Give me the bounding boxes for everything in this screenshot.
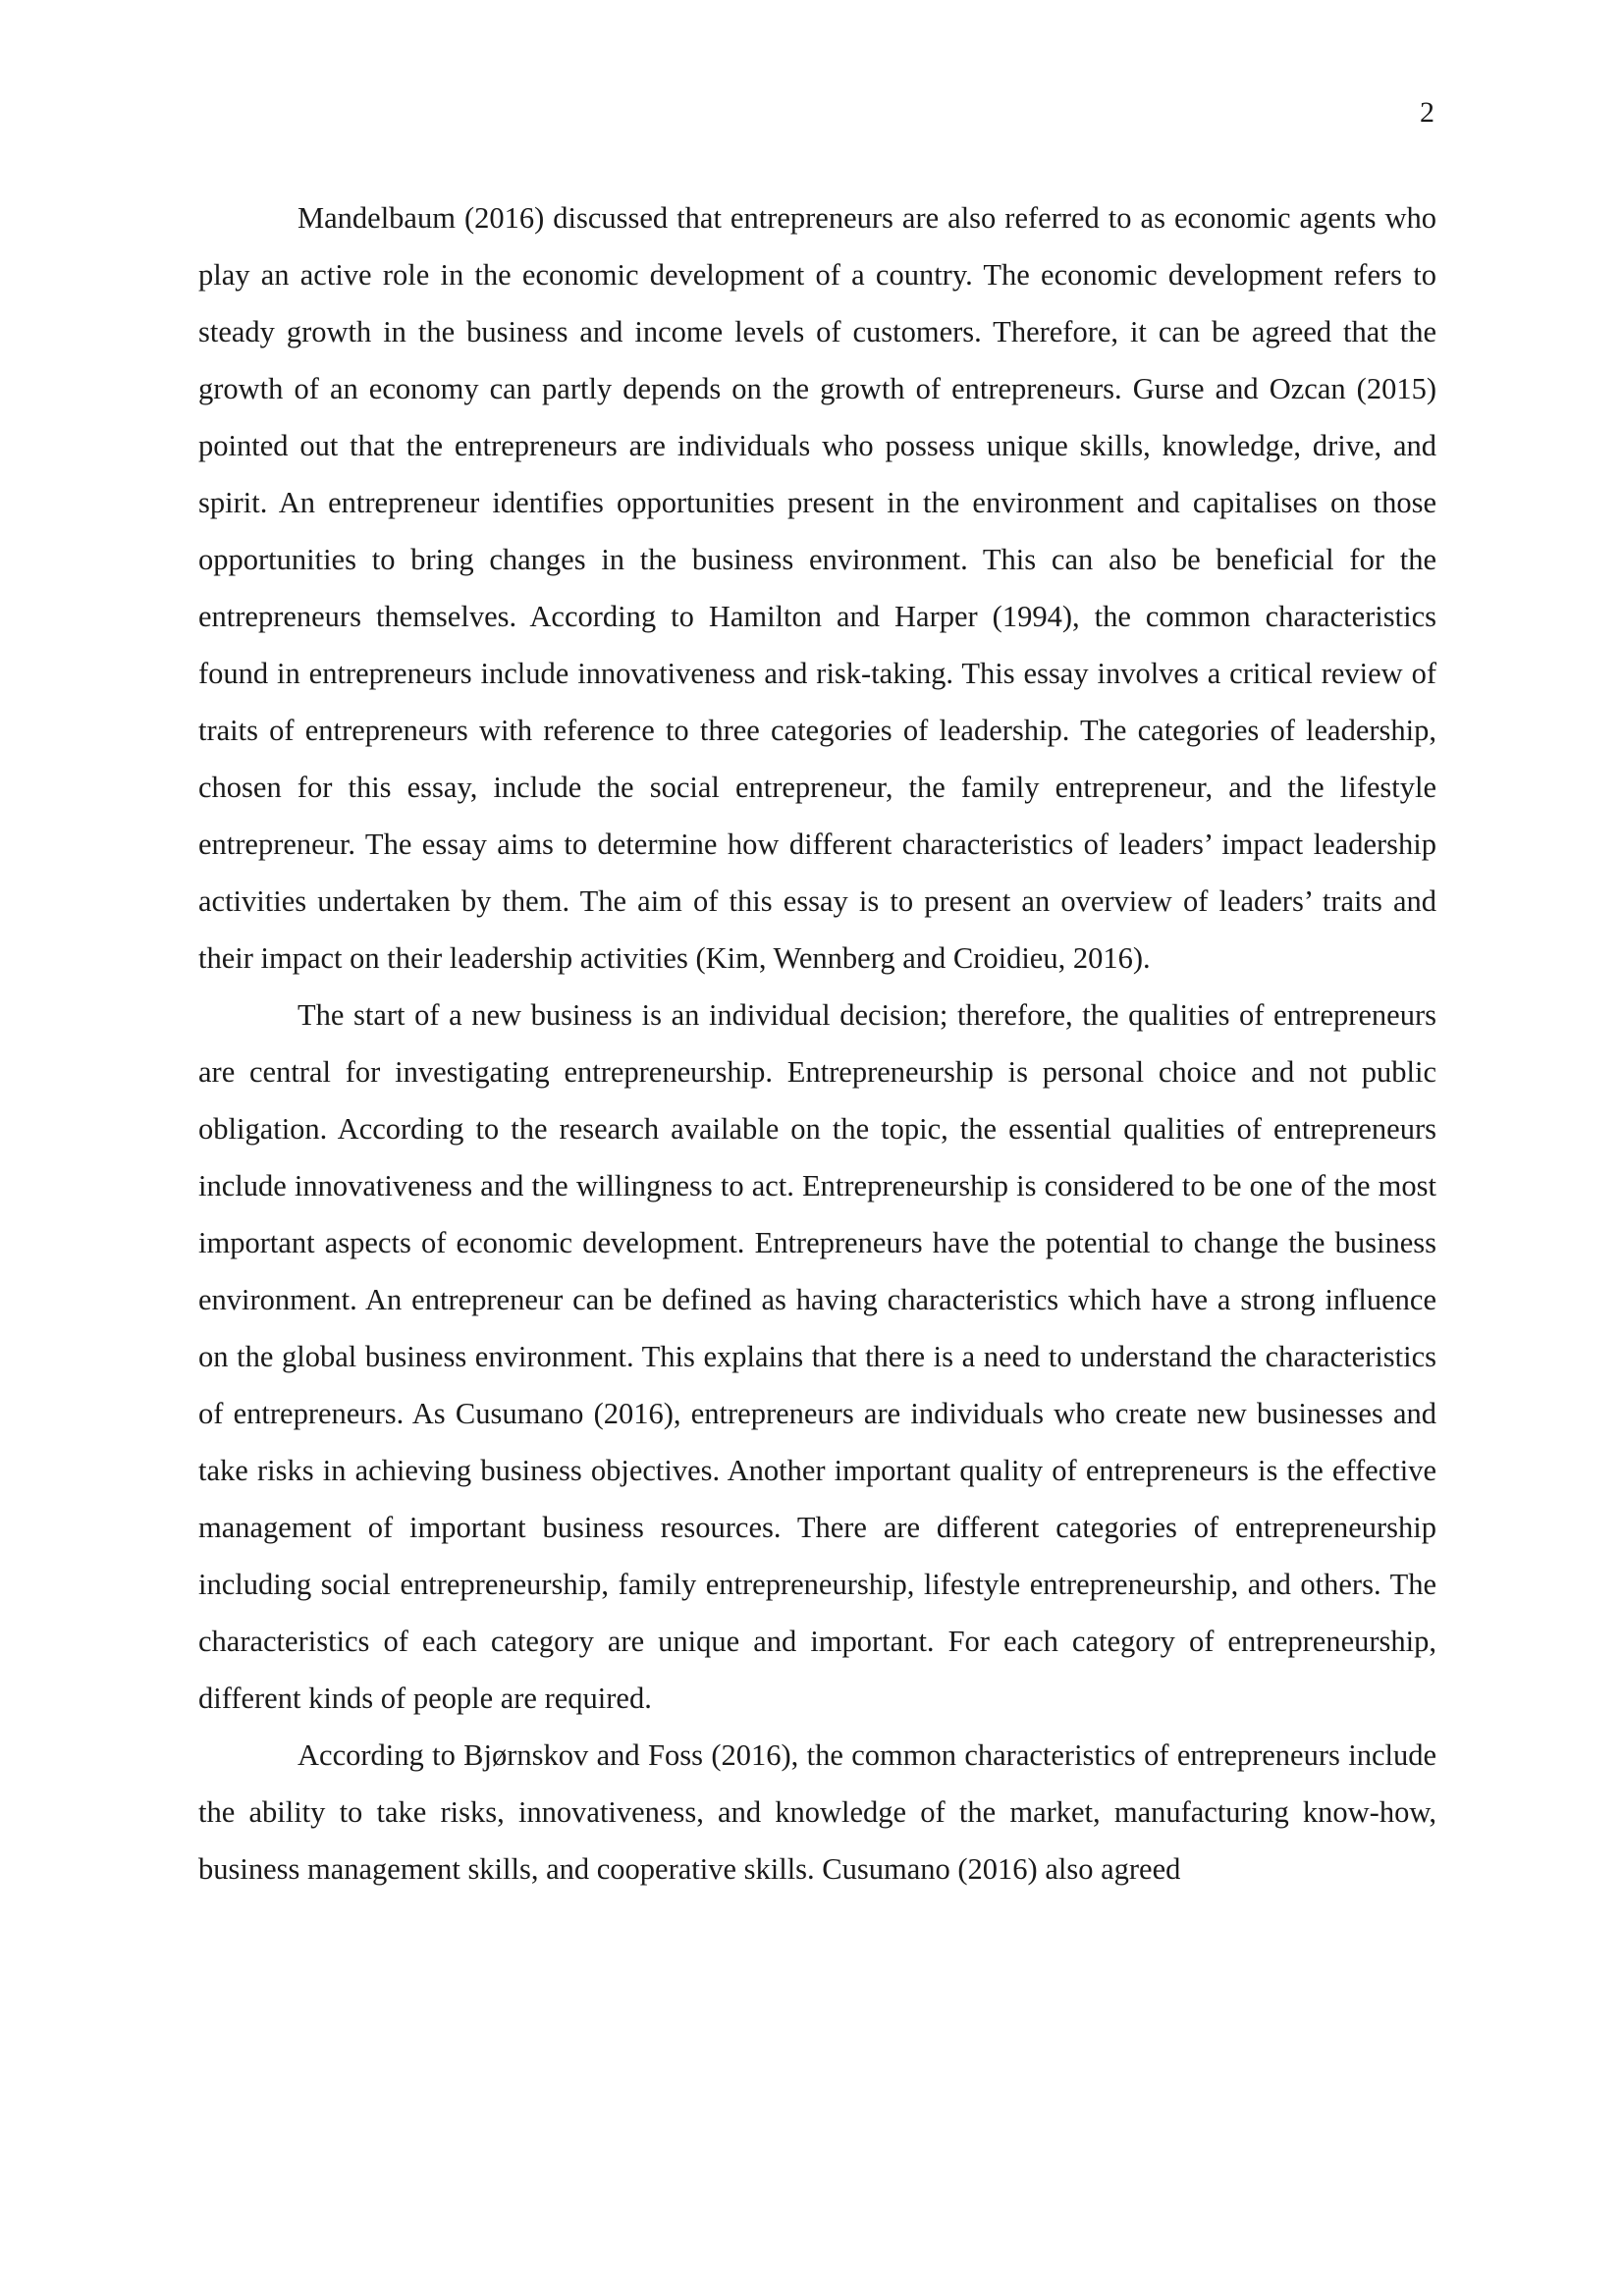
body-text [198, 189, 1436, 1897]
paragraph-2: The start of a new business is an individual decision; therefore, the qualities of entrepreneurs are central for investigating entrepreneurship. Entrepreneurship is personal choice and not public obligation. According to the research available on the topic, the essential qualities of entrepreneurs include innovativeness and the willingness to act. Entrepreneurship is considered to be one of the most important aspects of economic development. Entrepreneurs have the potential to change the business environment. An entrepreneur can be defined as having characteristics which have a strong influence on the global business environment. This explains that there is a need to understand the characteristics of entrepreneurs. As Cusumano (2016), entrepreneurs are individuals who create new businesses and take risks in achieving business objectives. Another important quality of entrepreneurs is the effective management of important business resources. There are different categories of entrepreneurship including social entrepreneurship, family entrepreneurship, lifestyle entrepreneurship, and others. The characteristics of each category are unique and important. For each category of entrepreneurship, different kinds of people are required. [198, 998, 1436, 1715]
page-number: 2 [1420, 96, 1434, 129]
paragraph-3: According to Bjørnskov and Foss (2016), the common characteristics of entrepreneurs include the ability to take risks, innovativeness, and knowledge of the market, manufacturing know-how, business management skills, and cooperative skills. Cusumano (2016) also agreed [198, 1738, 1436, 1886]
paragraph-1: Mandelbaum (2016) discussed that entrepreneurs are also referred to as economic agents who play an active role in the economic development of a country. The economic development refers to steady growth in the business and income levels of customers. Therefore, it can be agreed that the growth of an economy can partly depends on the growth of entrepreneurs. Gurse and Ozcan (2015) pointed out that the entrepreneurs are individuals who possess unique skills, knowledge, drive, and spirit. An entrepreneur identifies opportunities present in the environment and capitalises on those opportunities to bring changes in the business environment. This can also be beneficial for the entrepreneurs themselves. According to Hamilton and Harper (1994), the common characteristics found in entrepreneurs include innovativeness and risk-taking. This essay involves a critical review of traits of entrepreneurs with reference to three categories of leadership. The categories of leadership, chosen for this essay, include the social entrepreneur, the family entrepreneur, and the lifestyle entrepreneur. The essay aims to determine how different characteristics of leaders’ impact leadership activities undertaken by them. The aim of this essay is to present an overview of leaders’ traits and their impact on their leadership activities (Kim, Wennberg and Croidieu, 2016). [198, 201, 1436, 975]
